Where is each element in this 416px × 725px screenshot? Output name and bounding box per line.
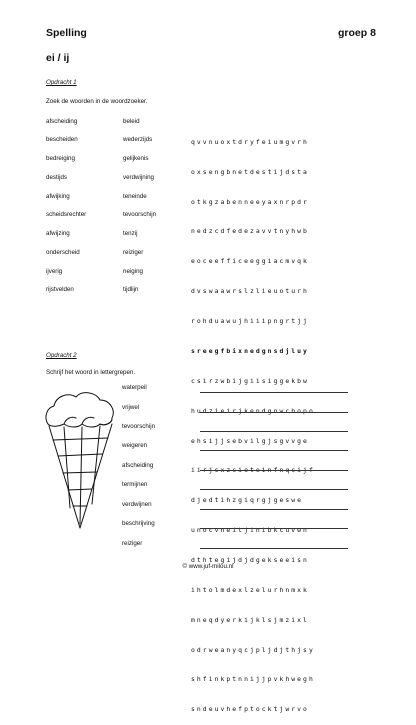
word-search-grid [191, 118, 315, 725]
part2-title: Opdracht 2 [46, 352, 77, 359]
word-item: tenzij [123, 230, 138, 237]
answer-line[interactable] [200, 489, 348, 490]
word-item: afwijzing [46, 230, 70, 237]
grid-row: mneqdyerkijklsjmzixl [191, 615, 309, 624]
grid-row: sreegfbixnedgnsdjluy [191, 346, 309, 355]
grid-row: ihtolmdexlzelurhnmxk [191, 585, 309, 594]
grid-row: shfinkptnnijjpvkhwegh [191, 675, 315, 684]
word-item: destijds [46, 174, 67, 181]
grid-row: eoceefficeeggiacmvqk [191, 257, 309, 266]
word-item: tijdlijn [123, 286, 139, 293]
word-item: neiging [123, 268, 143, 275]
grid-row: csirzwbijgiisiggekbw [191, 376, 309, 385]
grid-row: iirjsxzcieteinfnqcijf [191, 466, 315, 475]
grid-row: hudzieirjkendgnwcbopo [191, 406, 315, 415]
answer-line[interactable] [200, 470, 348, 471]
part2-instruction: Schrijf het woord in lettergrepen. [46, 369, 136, 376]
exercise-word: weigeren [122, 442, 148, 449]
word-item: scheidsrechter [46, 211, 87, 218]
grid-row: dvswaawrslzlieuoturh [191, 287, 309, 296]
grid-row: odrweanyqcjpljdjthjsy [191, 645, 315, 654]
answer-line[interactable] [200, 528, 348, 529]
word-item: bedreiging [46, 155, 75, 162]
word-item: afwijking [46, 193, 70, 200]
exercise-word: termijnen [122, 481, 148, 488]
grid-row: ehsijjsebvilgjsgvvge [191, 436, 309, 445]
part1-title: Opdracht 1 [46, 79, 77, 86]
answer-line[interactable] [200, 431, 348, 432]
word-item: reiziger [123, 249, 144, 256]
group-label: groep 8 [338, 27, 376, 39]
answer-line[interactable] [200, 392, 348, 393]
word-item: afscheiding [46, 118, 78, 125]
exercise-word: beschrijving [122, 520, 155, 527]
exercise-word: verdwijnen [122, 501, 152, 508]
exercise-word: vrijwel [122, 404, 140, 411]
grid-row: rohduawujhiiipngrtjj [191, 317, 309, 326]
exercise-word: reiziger [122, 540, 143, 547]
grid-row: sndeuvhefptocktjwrvo [191, 705, 309, 714]
answer-line[interactable] [200, 548, 348, 549]
word-item: ijverig [46, 268, 63, 275]
word-item: beleid [123, 118, 140, 125]
exercise-word: tevoorschijn [122, 423, 156, 430]
ice-cream-cone-drawing [42, 388, 122, 533]
word-item: wederzijds [123, 136, 153, 143]
part1-instruction: Zoek de woorden in de woordzoeker. [46, 98, 148, 105]
word-item: onderscheid [46, 249, 80, 256]
footer-credit: © www.juf-milou.nl [182, 563, 234, 570]
word-item: tevoorschijn [123, 211, 157, 218]
word-item: verdwijning [123, 174, 154, 181]
grid-row: unocvneitjinibkcuvwn [191, 526, 309, 535]
answer-line[interactable] [200, 412, 348, 413]
word-item: teneinde [123, 193, 147, 200]
grid-row: qvvnuoxtdryfeiumgvrh [191, 137, 309, 146]
grid-row: otkgzabenneeyaxnrpdr [191, 197, 309, 206]
word-item: rijstvelden [46, 286, 74, 293]
answer-line[interactable] [200, 450, 348, 451]
grid-row: nedzcdfedezavvtnyhwb [191, 227, 309, 236]
answer-line[interactable] [200, 509, 348, 510]
word-item: bescheiden [46, 136, 78, 143]
topic-title: ei / ij [46, 52, 70, 64]
exercise-word: waterpeil [122, 384, 147, 391]
exercise-word: afscheiding [122, 462, 154, 469]
grid-row: oxsengbnetdestijdsta [191, 167, 309, 176]
word-item: gelijkenis [123, 155, 149, 162]
grid-row: djedtihzgiqrgjgeswe [191, 496, 304, 505]
subject-title: Spelling [46, 27, 87, 39]
grid-row: dthtegijdjdgekseeisn [191, 555, 309, 564]
